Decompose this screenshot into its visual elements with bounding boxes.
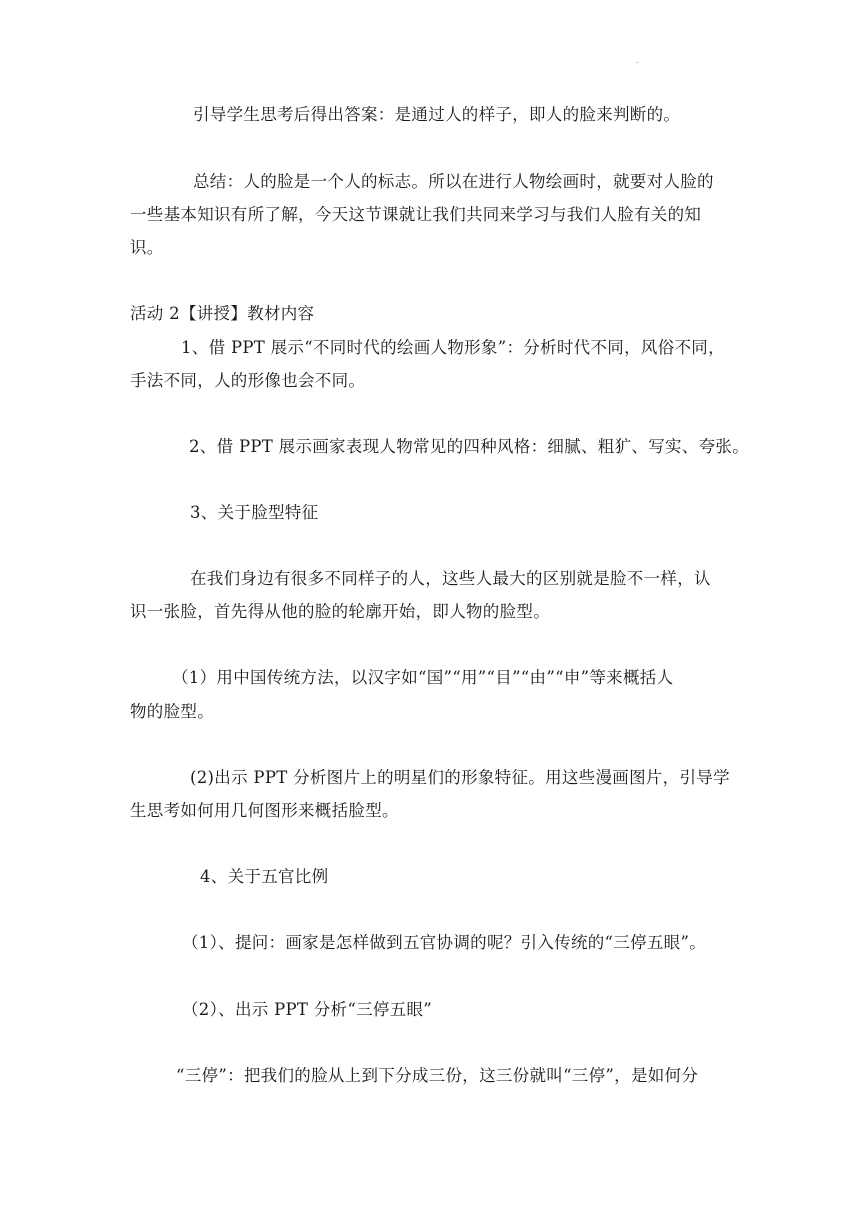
text-line: 总结：人的脸是一个人的标志。所以在进行人物绘画时，就要对人脸的 <box>193 172 714 191</box>
text-line: (2)出示 PPT 分析图片上的明星们的形象特征。用这些漫画图片，引导学 <box>190 768 730 787</box>
section-heading: 活动 2【讲授】教材内容 <box>130 304 315 323</box>
text-line: （2）、出示 PPT 分析“三停五眼” <box>182 1000 433 1019</box>
text-line: 引导学生思考后得出答案：是通过人的样子，即人的脸来判断的。 <box>193 105 681 124</box>
text-line: 在我们身边有很多不同样子的人，这些人最大的区别就是脸不一样，认 <box>190 569 711 588</box>
text-line: 一些基本知识有所了解，今天这节课就让我们共同来学习与我们人脸有关的知 <box>130 205 702 224</box>
text-line: “三停”：把我们的脸从上到下分成三份，这三份就叫“三停”，是如何分 <box>176 1066 699 1085</box>
text-line: （1）、提问：画家是怎样做到五官协调的呢？引入传统的“三停五眼”。 <box>182 933 707 952</box>
text-line: 生思考如何用几何图形来概括脸型。 <box>130 801 399 820</box>
text-line: （1）用中国传统方法，以汉字如“国”“用”“目”“由”“申”等来概括人 <box>172 668 674 687</box>
text-line: 识一张脸，首先得从他的脸的轮廓开始，即人物的脸型。 <box>130 602 550 621</box>
header-mark: . <box>636 56 639 65</box>
text-line: 物的脸型。 <box>130 702 214 721</box>
text-line: 识。 <box>130 238 164 257</box>
text-line: 4、关于五官比例 <box>200 867 329 886</box>
text-line: 1、借 PPT 展示“不同时代的绘画人物形象”：分析时代不同，风俗不同， <box>181 338 725 357</box>
text-line: 3、关于脸型特征 <box>190 503 319 522</box>
text-line: 手法不同，人的形像也会不同。 <box>130 371 366 390</box>
text-line: 2、借 PPT 展示画家表现人物常见的四种风格：细腻、粗犷、写实、夸张。 <box>189 437 749 456</box>
